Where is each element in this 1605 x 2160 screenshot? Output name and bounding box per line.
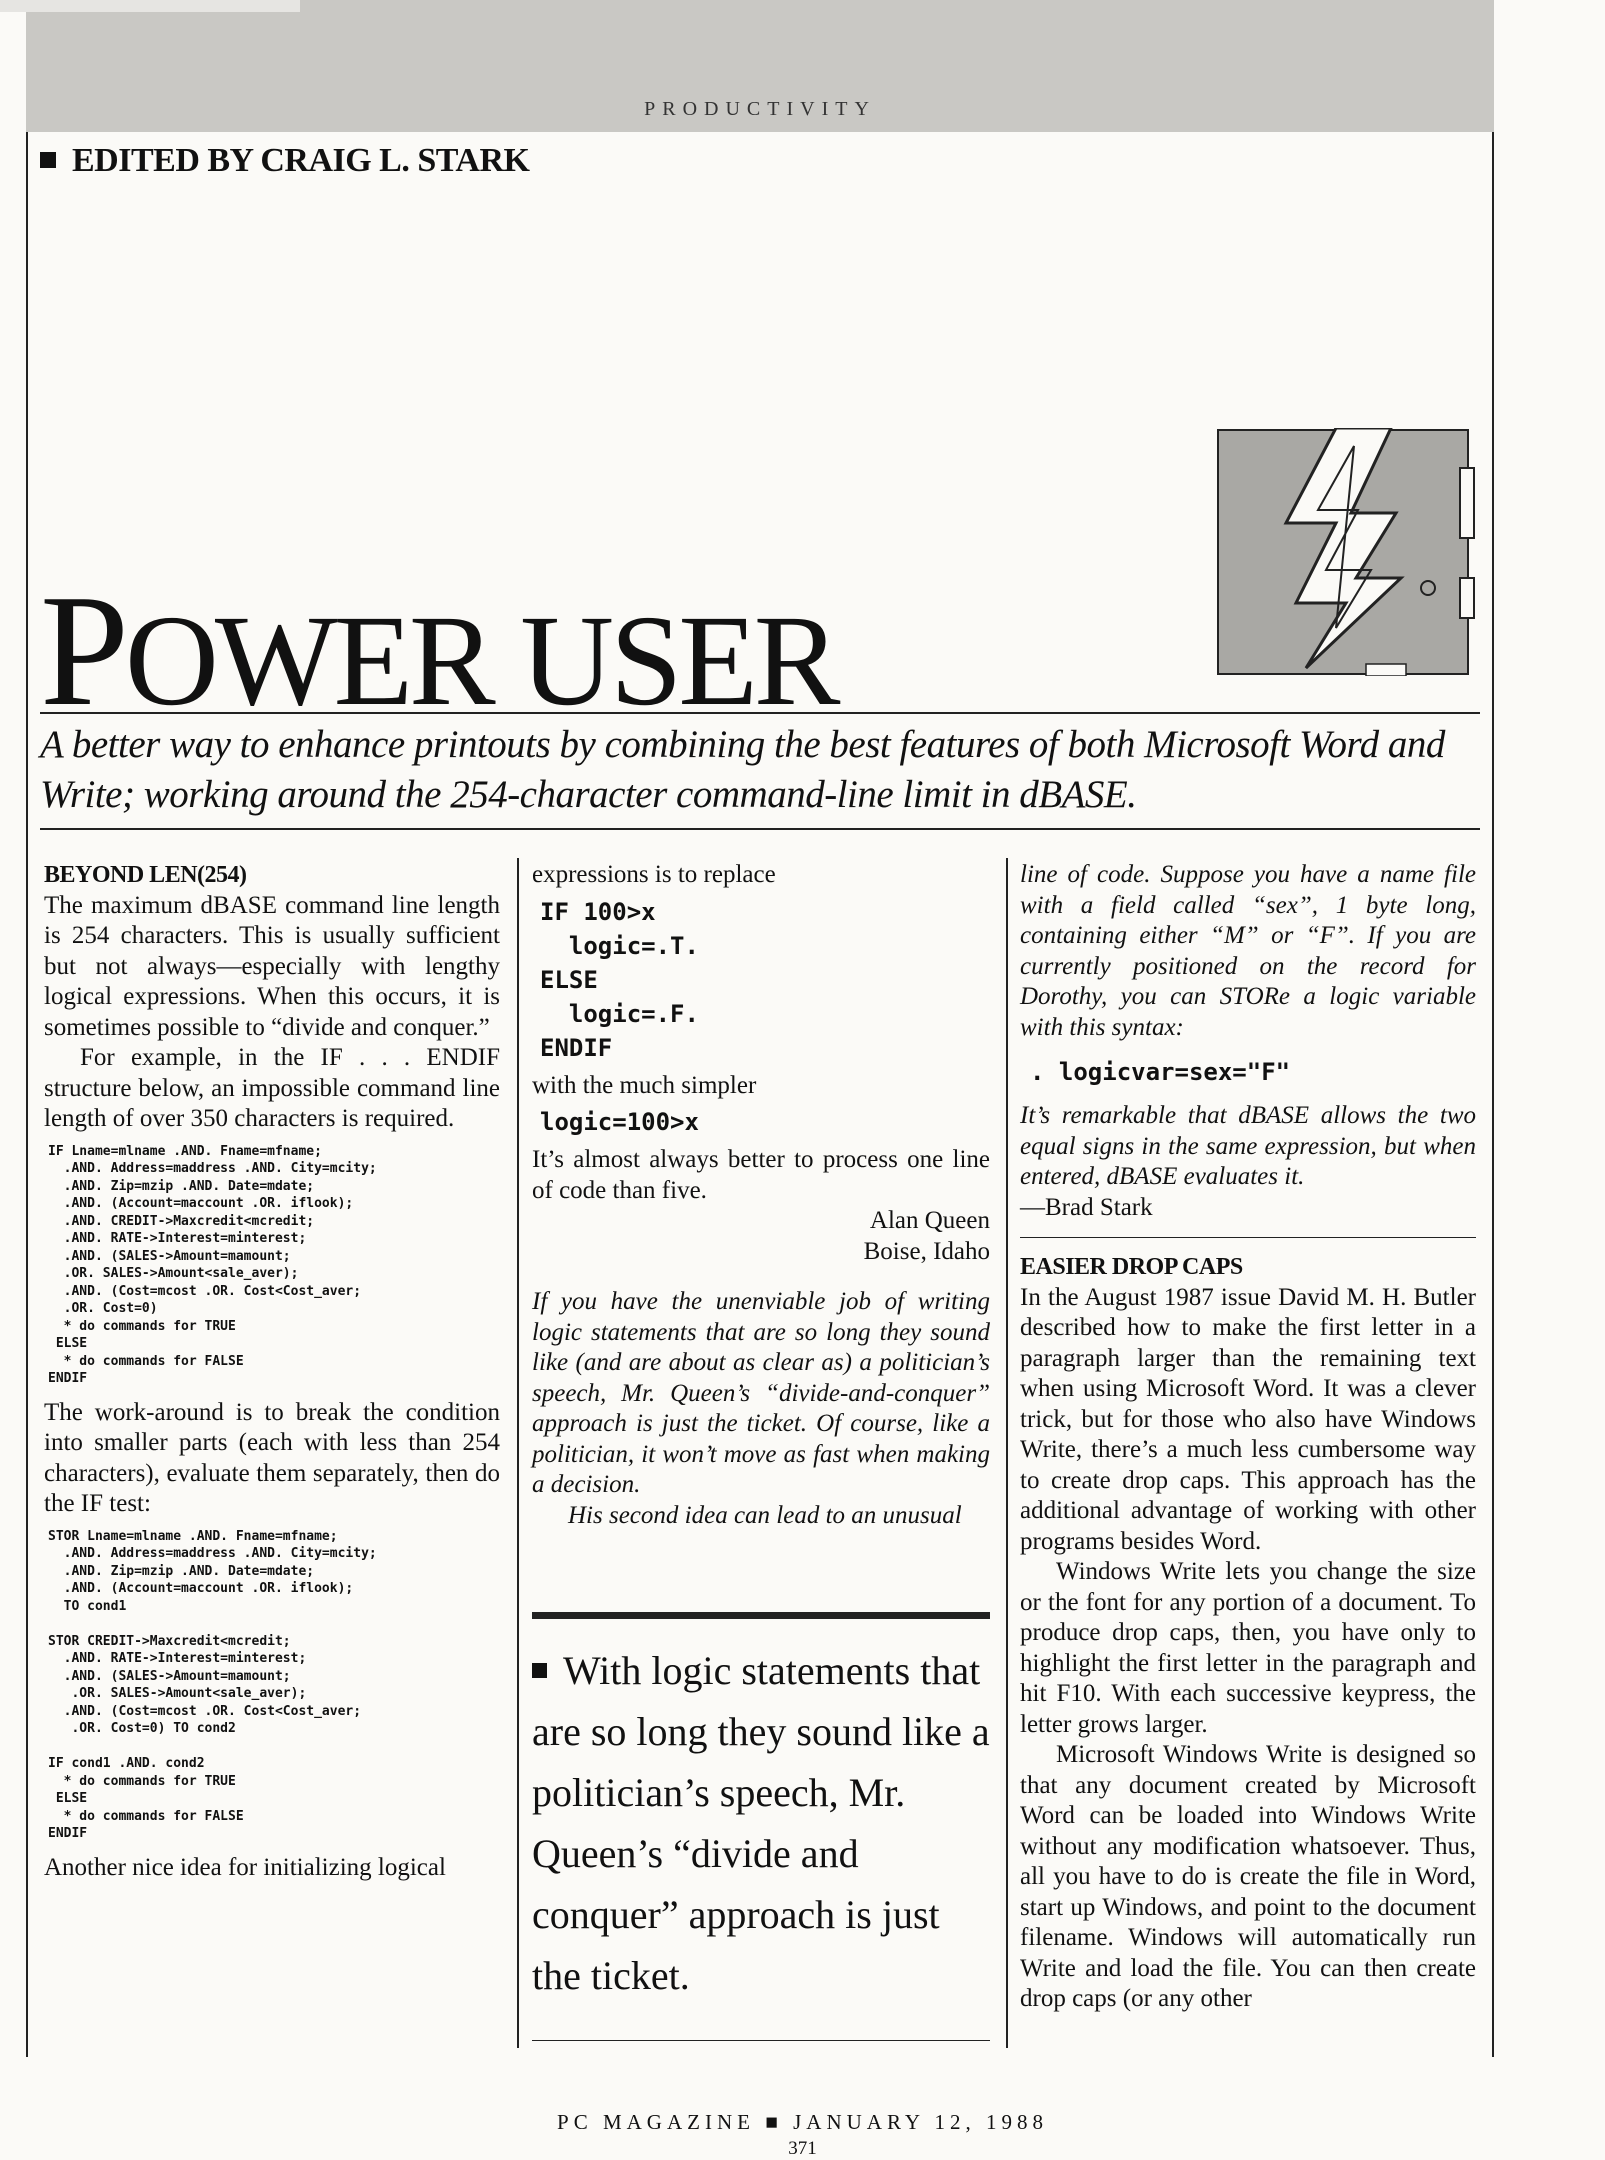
- col2-paragraph-1: expressions is to replace: [532, 861, 776, 888]
- section-divider-rule: [1020, 1237, 1476, 1238]
- editor-signature: —Brad Stark: [1020, 1193, 1153, 1221]
- pullquote-bottom-rule: [532, 2040, 990, 2041]
- section-label: PRODUCTIVITY: [644, 98, 876, 120]
- editor-credit: EDITED BY CRAIG L. STARK: [40, 142, 529, 180]
- col1-paragraph-2: For example, in the IF . . . ENDIF structure below, an impossible command line length of over 350 characters is required.: [44, 1044, 500, 1132]
- pullquote-top-rule: [532, 1612, 990, 1619]
- code-line-logicvar: . logicvar=sex="F": [1030, 1058, 1291, 1086]
- footer-magazine-date: PC MAGAZINE ■ JANUARY 12, 1988: [557, 2110, 1048, 2134]
- col3-paragraph-3: In the August 1987 issue David M. H. Butler described how to make the first letter in a paragraph larger than the remaining text when using Microsoft Word. It was a clever trick, but for those who also have Windows Write, there’s a much less cumbersome way to create drop caps. This approach has the additional advantage of working with other programs besides Word.: [1020, 1283, 1476, 1555]
- col2-paragraph-2: with the much simpler: [532, 1071, 757, 1099]
- code-block-stor-cond: STOR Lname=mlname .AND. Fname=mfname; .AND. Address=maddress .AND. City=mcity; .AND. Zip=mzip .AND. Date=mdate; .AND. (Account=maccount .OR. iflook); TO cond1 STOR CREDIT->Maxcredit<mcredit; .AND. RATE->Interest=minterest; .AND. (SALES->Amount=mamount; .OR. SALES->Amount<sale_aver); .AND. (Cost=mcost .OR. Cost<Cost_aver; .OR. Cost=0) TO cond2 IF cond1 .AND. cond2 * do commands for TRUE ELSE * do commands for FALSE ENDIF: [48, 1528, 377, 1841]
- subtitle-underline-rule: [40, 828, 1480, 830]
- column-1: [44, 860, 500, 1883]
- subtitle-deck: A better way to enhance printouts by combining the best features of both Microsoft Word and Write; working around the 254-character command-line limit in dBASE.: [40, 723, 1445, 816]
- col2-paragraph-3: It’s almost always better to process one line of code than five.: [532, 1146, 990, 1204]
- page-title: [40, 561, 837, 739]
- bullet-square-icon: [532, 1663, 547, 1678]
- section-heading-easier-drop-caps: EASIER DROP CAPS: [1020, 1254, 1243, 1280]
- editor-comment-paragraph: If you have the unenviable job of writing logic statements that are so long they sound like (and are about as clear as) a politician’s speech, Mr. Queen’s “divide-and-conquer” approach is just the ticket. Of course, like a politician, it won’t move as fast when making a decision.: [532, 1288, 990, 1498]
- header-band-highlight: [0, 0, 300, 12]
- column-divider-1: [517, 858, 519, 2048]
- lightning-bolt-logo-icon: [1216, 428, 1476, 676]
- code-line-logic: logic=100>x: [540, 1108, 699, 1136]
- code-block-if-endif: IF Lname=mlname .AND. Fname=mfname; .AND. Address=maddress .AND. City=mcity; .AND. Zip=mzip .AND. Date=mdate; .AND. (Account=maccount .OR. iflook); .AND. CREDIT->Maxcredit<mcredit; .AND. RATE->Interest=minterest; .AND. (SALES->Amount=mamount; .OR. SALES->Amount<sale_aver); .AND. (Cost=mcost .OR. Cost<Cost_aver; .OR. Cost=0) * do commands for TRUE ELSE * do commands for FALSE ENDIF: [48, 1143, 377, 1386]
- section-heading-beyond-len: BEYOND LEN(254): [44, 862, 247, 888]
- pull-quote: With logic statements that are so long they sound like a politician’s speech, Mr. Queen’s “divide and conquer” approach is just the ticket.: [532, 1648, 990, 1998]
- col3-paragraph-5: Microsoft Windows Write is designed so that any document created by Microsoft Word can be loaded into Windows Write without any modification whatsoever. Thus, all you have to do is create the file in Word, start up Windows, and point to the document filename. Windows will automatically run Write and load the file. You can then create drop caps (or any other: [1020, 1741, 1476, 2012]
- bullet-square-icon: [40, 152, 56, 168]
- title-rest: OWER USER: [124, 589, 837, 733]
- column-3: [1020, 860, 1476, 2015]
- right-frame-rule: [1492, 132, 1494, 2057]
- col3-paragraph-1: line of code. Suppose you have a name file with a field called “sex”, 1 byte long, containing either “M” or “F”. If you are currently positioned on the record for Dorothy, you can STORe a logic variable with this syntax:: [1020, 861, 1476, 1041]
- editor-comment-continuation: His second idea can lead to an unusual: [568, 1501, 962, 1529]
- column-divider-2: [1006, 858, 1008, 2048]
- col1-paragraph-1: The maximum dBASE command line length is 254 characters. This is usually sufficient but not always—especially with lengthy logical expressions. When this occurs, it is sometimes possible to “divide and conquer.”: [44, 891, 500, 1041]
- code-block-if-logic: IF 100>x logic=.T. ELSE logic=.F. ENDIF: [540, 897, 699, 1062]
- author-name: Alan Queen: [869, 1207, 990, 1234]
- page-number: 371: [788, 2138, 817, 2159]
- col1-paragraph-3: The work-around is to break the condition into smaller parts (each with less than 254 characters), evaluate them separately, then do the IF test:: [44, 1398, 500, 1517]
- col3-paragraph-4: Windows Write lets you change the size or the font for any portion of a document. To produce drop caps, then, you have only to highlight the first letter in the paragraph and hit F10. With each successive keypress, the letter grows larger.: [1020, 1558, 1476, 1738]
- col1-paragraph-4: Another nice idea for initializing logical: [44, 1853, 446, 1881]
- col3-paragraph-2: It’s remarkable that dBASE allows the two equal signs in the same expression, but when entered, dBASE evaluates it.: [1020, 1102, 1476, 1190]
- title-initial: P: [40, 561, 125, 739]
- author-location: Boise, Idaho: [863, 1237, 990, 1265]
- left-frame-rule: [26, 132, 28, 2057]
- column-2: [532, 860, 990, 1531]
